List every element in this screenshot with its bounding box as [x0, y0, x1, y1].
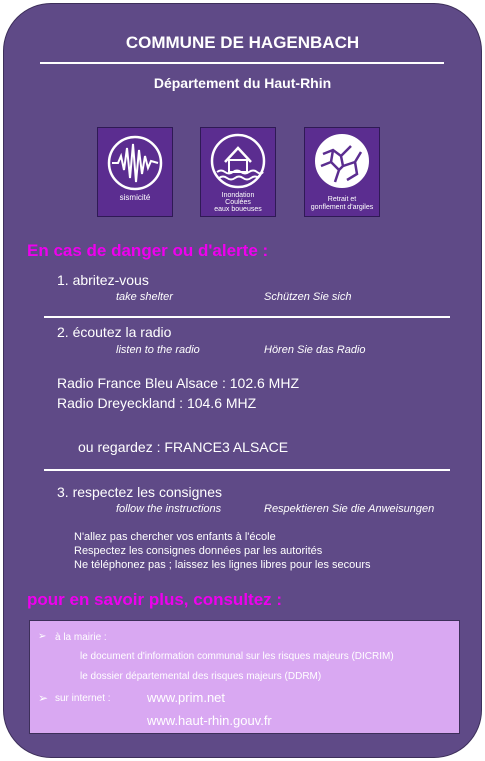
flood-label-2: Coulées [225, 199, 251, 206]
step-2-german: Hören Sie das Radio [264, 344, 366, 356]
cracked-clay-icon [313, 132, 371, 190]
divider [40, 62, 444, 64]
instruction-1: N'allez pas chercher vos enfants à l'école [74, 531, 276, 543]
page-subtitle: Département du Haut-Rhin [153, 75, 332, 91]
tv-channel: ou regardez : FRANCE3 ALSACE [78, 439, 289, 455]
radio-station-1: Radio France Bleu Alsace : 102.6 MHZ [57, 375, 300, 391]
mairie-label: à la mairie : [55, 632, 107, 643]
clay-label-1: Retrait et [327, 196, 357, 203]
mairie-dicrim: le document d'information communal sur les risques majeurs (DICRIM) [80, 651, 394, 662]
instruction-2: Respectez les consignes données par les autorités [74, 545, 323, 557]
step-3-english: follow the instructions [116, 503, 222, 515]
info-box [29, 620, 460, 734]
step-3-german: Respektieren Sie die Anweisungen [264, 503, 435, 515]
page-title: COMMUNE DE HAGENBACH [125, 33, 360, 52]
divider [44, 469, 450, 471]
link-prim[interactable]: www.prim.net [147, 690, 226, 705]
internet-label: sur internet : [55, 693, 111, 704]
more-info-heading: pour en savoir plus, consultez : [27, 590, 283, 609]
step-2-label: 2. écoutez la radio [57, 324, 172, 340]
clay-label-2: gonflement d'argiles [310, 204, 374, 211]
seismic-label: sismicité [119, 193, 151, 202]
step-1-german: Schützen Sie sich [264, 291, 352, 303]
bullet-icon: ➢ [38, 631, 47, 642]
radio-station-2: Radio Dreyeckland : 104.6 MHZ [57, 395, 257, 411]
danger-heading: En cas de danger ou d'alerte : [27, 241, 269, 260]
step-1-english: take shelter [116, 291, 173, 303]
flood-risk-tile [200, 127, 276, 217]
step-1-label: 1. abritez-vous [57, 272, 149, 288]
flood-house-icon [209, 132, 267, 190]
link-haut-rhin[interactable]: www.haut-rhin.gouv.fr [147, 713, 272, 728]
mairie-ddrm: le dossier départemental des risques majeurs (DDRM) [80, 671, 322, 682]
seismic-risk-tile [97, 127, 173, 217]
step-3-label: 3. respectez les consignes [57, 484, 222, 500]
divider [44, 316, 450, 318]
flood-label-1: Inondation [221, 192, 255, 199]
seismic-wave-icon [106, 134, 164, 192]
bullet-icon: ➢ [38, 691, 49, 705]
flood-label-3: eaux boueuses [214, 206, 262, 213]
step-2-english: listen to the radio [116, 344, 200, 356]
instruction-3: Ne téléphonez pas ; laissez les lignes libres pour les secours [74, 559, 371, 571]
clay-risk-tile [304, 127, 380, 217]
